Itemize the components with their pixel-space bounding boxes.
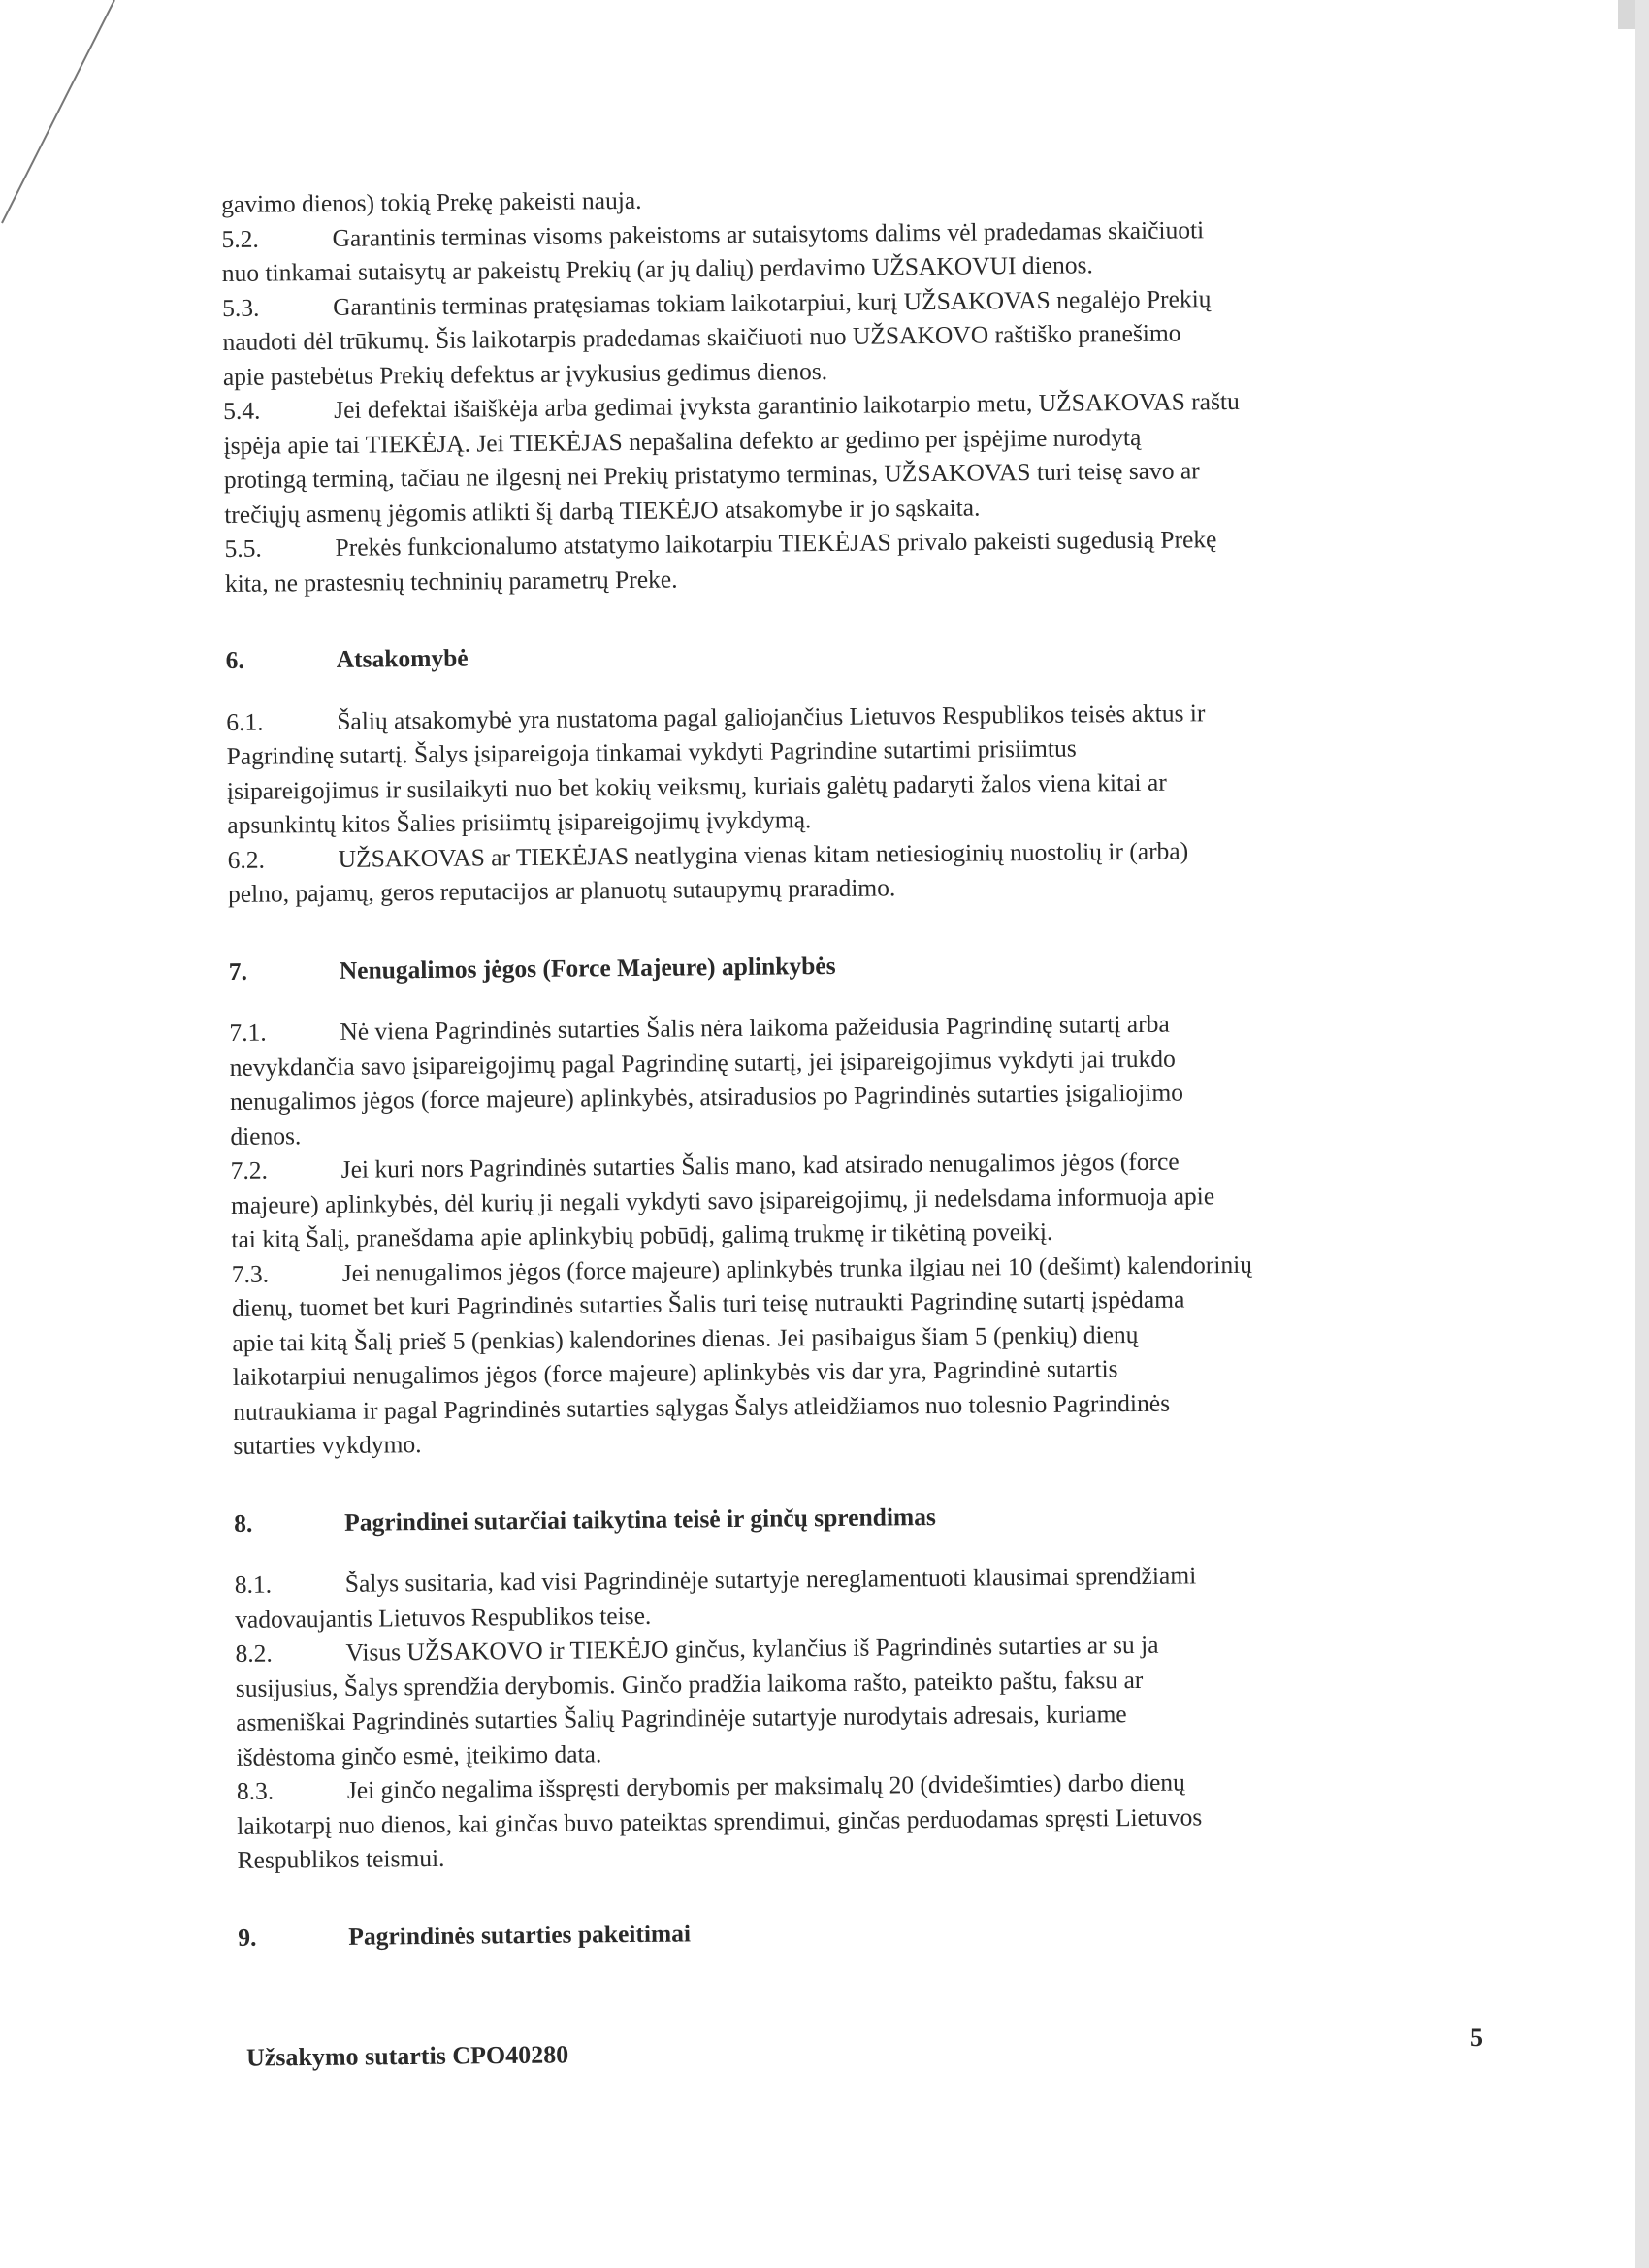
clause-paragraph: [222, 278, 1484, 394]
line-text: Garantinis terminas pratęsiamas tokiam laikotarpiui, kurį UŽSAKOVAS negalėjo Prekių: [333, 283, 1212, 321]
line-text: Jei nenugalimos jėgos (force majeure) aplinkybės trunka ilgiau nei 10 (dešimt) kalendorinių: [341, 1249, 1253, 1287]
clause-paragraph: [227, 830, 1489, 911]
section-heading: [238, 1908, 1499, 1955]
line-text: Jei ginčo negalima išspręsti derybomis per maksimalų 20 (dvidešimties) darbo dienų: [346, 1767, 1185, 1804]
line-text: Šalys susitaria, kad visi Pagrindinėje sutartyje nereglamentuoti klausimai sprendžiami: [344, 1561, 1197, 1598]
line-text: trečiųjų asmenų jėgomis atlikti šį darbą TIEKĖJO atsakomybe ir jo sąskaita.: [224, 493, 981, 529]
line-text: apie pastebėtus Prekių defektus ar įvykusius gedimus dienos.: [222, 356, 828, 391]
line-text: Šalių atsakomybė yra nustatoma pagal galiojančius Lietuvos Respublikos teisės aktus ir: [337, 697, 1206, 735]
clause-number: 8.1.: [234, 1570, 273, 1599]
clause-number: 5.5.: [224, 534, 262, 563]
clause-paragraph: [223, 382, 1485, 532]
clause-number: 5.2.: [221, 224, 259, 253]
section-title: Nenugalimos jėgos (Force Majeure) aplinkybės: [339, 951, 836, 985]
clause-paragraph: [229, 1003, 1491, 1152]
section-number: 6.: [225, 645, 244, 674]
clause-paragraph: [231, 1141, 1493, 1256]
section-heading: [234, 1494, 1495, 1540]
line-text: nenugalimos jėgos (force majeure) aplinkybės, atsiradusios po Pagrindinės sutarties įsigaliojimo: [229, 1078, 1184, 1116]
line-text: apsunkintų kitos Šalies prisiimtų įsipareigojimų įvykdymą.: [227, 805, 812, 839]
line-text: UŽSAKOVAS ar TIEKĖJAS neatlygina vienas kitam netiesioginių nuostolių ir (arba): [338, 835, 1189, 873]
line-text: laikotarpiui nenugalimos jėgos (force majeure) aplinkybės vis dar yra, Pagrindinė sutartis: [232, 1354, 1118, 1391]
line-text: Respublikos teismui.: [237, 1843, 445, 1874]
line-text: majeure) aplinkybės, dėl kurių ji negali vykdyti savo įsipareigojimų, ji nedelsdama informuoja apie: [230, 1181, 1215, 1219]
clause-paragraph: [232, 1245, 1495, 1463]
section-heading: [226, 631, 1487, 677]
line-text: apie tai kitą Šalį prieš 5 (penkias) kalendorines dienas. Jei pasibaigus šiam 5 (penkių) dienų: [232, 1319, 1139, 1357]
line-text: dienos.: [230, 1120, 302, 1150]
line-text: įsipareigojimus ir susilaikyti nuo bet kokių veiksmų, kuriais galėtų padaryti žalos viena kitai ar: [226, 767, 1167, 805]
line-text: Pagrindinę sutartį. Šalys įsipareigoja tinkamai vykdyti Pagrindine sutartimi prisiimtus: [226, 733, 1077, 770]
document-body: [221, 176, 1500, 1982]
line-text: pelno, pajamų, geros reputacijos ar planuotų sutaupymų praradimo.: [227, 873, 896, 908]
line-text: nuo tinkamai sutaisytų ar pakeistų Prekių (ar jų dalių) perdavimo UŽSAKOVUI dienos.: [221, 250, 1093, 287]
line-text: Garantinis terminas visoms pakeistoms ar sutaisytoms dalims vėl pradedamas skaičiuoti: [332, 214, 1205, 252]
line-text: Nė viena Pagrindinės sutarties Šalis nėra laikoma pažeidusia Pagrindinę sutartį arba: [340, 1009, 1170, 1046]
line-text: išdėstoma ginčo esmė, įteikimo data.: [236, 1738, 602, 1771]
clause-paragraph: [237, 1762, 1499, 1877]
clause-number: 7.3.: [231, 1259, 270, 1288]
clause-number: 5.4.: [223, 396, 261, 425]
section-number: 8.: [234, 1508, 253, 1538]
line-text: nutraukiama ir pagal Pagrindinės sutarties sąlygas Šalys atleidžiamos nuo tolesnio Pagrindinės: [232, 1388, 1171, 1426]
clause-paragraph: [235, 1624, 1497, 1773]
line-text: asmeniškai Pagrindinės sutarties Šalių Pagrindinėje sutartyje nurodytais adresais, kuriame: [236, 1700, 1127, 1736]
line-text: gavimo dienos) tokią Prekę pakeisti nauja.: [221, 185, 642, 218]
clause-number: 8.3.: [236, 1776, 275, 1805]
section-title: Pagrindinei sutarčiai taikytina teisė ir ginčų sprendimas: [344, 1502, 936, 1537]
line-text: kita, ne prastesnių techninių parametrų Preke.: [224, 565, 678, 598]
line-text: tai kitą Šalį, pranešdama apie aplinkybių pobūdį, galimą trukmę ir tikėtiną poveikį.: [231, 1216, 1053, 1253]
line-text: Jei kuri nors Pagrindinės sutarties Šalis mano, kad atsirado nenugalimos jėgos (force: [340, 1147, 1180, 1183]
clause-paragraph: [235, 1555, 1497, 1636]
section-heading: [229, 942, 1490, 988]
section-title: Pagrindinės sutarties pakeitimai: [348, 1918, 692, 1951]
line-text: Jei defektai išaiškėja arba gedimai įvyksta garantinio laikotarpio metu, UŽSAKOVAS raštu: [334, 386, 1240, 424]
clause-number: 8.2.: [235, 1638, 273, 1668]
clause-number: 6.2.: [227, 845, 266, 874]
line-text: naudoti dėl trūkumų. Šis laikotarpis pradedamas skaičiuoti nuo UŽSAKOVO raštiško pranešimo: [222, 318, 1181, 356]
clause-number: 7.1.: [229, 1018, 267, 1047]
line-text: laikotarpį nuo dienos, kai ginčas buvo pateiktas sprendimui, ginčas perduodamas spręsti Lietuvos: [237, 1801, 1203, 1840]
section-number: 9.: [238, 1923, 257, 1952]
section-title: Atsakomybė: [336, 643, 469, 673]
section-number: 7.: [228, 956, 248, 986]
line-text: nevykdančia savo įsipareigojimų pagal Pagrindinę sutartį, jei įsipareigojimus vykdyti jai trukdo: [229, 1044, 1176, 1082]
line-text: vadovaujantis Lietuvos Respublikos teise.: [235, 1601, 652, 1634]
line-text: Prekės funkcionalumo atstatymo laikotarpiu TIEKĖJAS privalo pakeisti sugedusią Prekę: [335, 525, 1217, 562]
clause-paragraph: [221, 210, 1483, 290]
clause-number: 5.3.: [222, 293, 260, 322]
line-text: Visus UŽSAKOVO ir TIEKĖJO ginčus, kylančius iš Pagrindinės sutarties ar su ja: [345, 1630, 1159, 1667]
clause-number: 6.1.: [226, 707, 264, 736]
line-text: sutarties vykdymo.: [233, 1430, 422, 1460]
clause-paragraph: [224, 520, 1486, 600]
clause-number: 7.2.: [230, 1155, 269, 1184]
page-number: 5: [1471, 2024, 1483, 2052]
line-text: protingą terminą, tačiau ne ilgesnį nei Prekių pristatymo terminas, UŽSAKOVAS turi teisę savo ar: [223, 456, 1200, 494]
clause-paragraph: [226, 693, 1488, 842]
line-text: dienų, tuomet bet kuri Pagrindinės sutarties Šalis turi teisę nutraukti Pagrindinę sutartį įspėdama: [231, 1284, 1185, 1322]
footer-contract-title: Užsakymo sutartis CPO40280: [245, 2040, 569, 2072]
line-text: įspėja apie tai TIEKĖJĄ. Jei TIEKĖJAS nepašalina defekto ar gedimo per įspėjime nurodytą: [223, 422, 1142, 460]
line-text: susijusius, Šalys sprendžia derybomis. Ginčo pradžia laikoma rašto, pateikto paštu, faksu ar: [235, 1665, 1144, 1702]
